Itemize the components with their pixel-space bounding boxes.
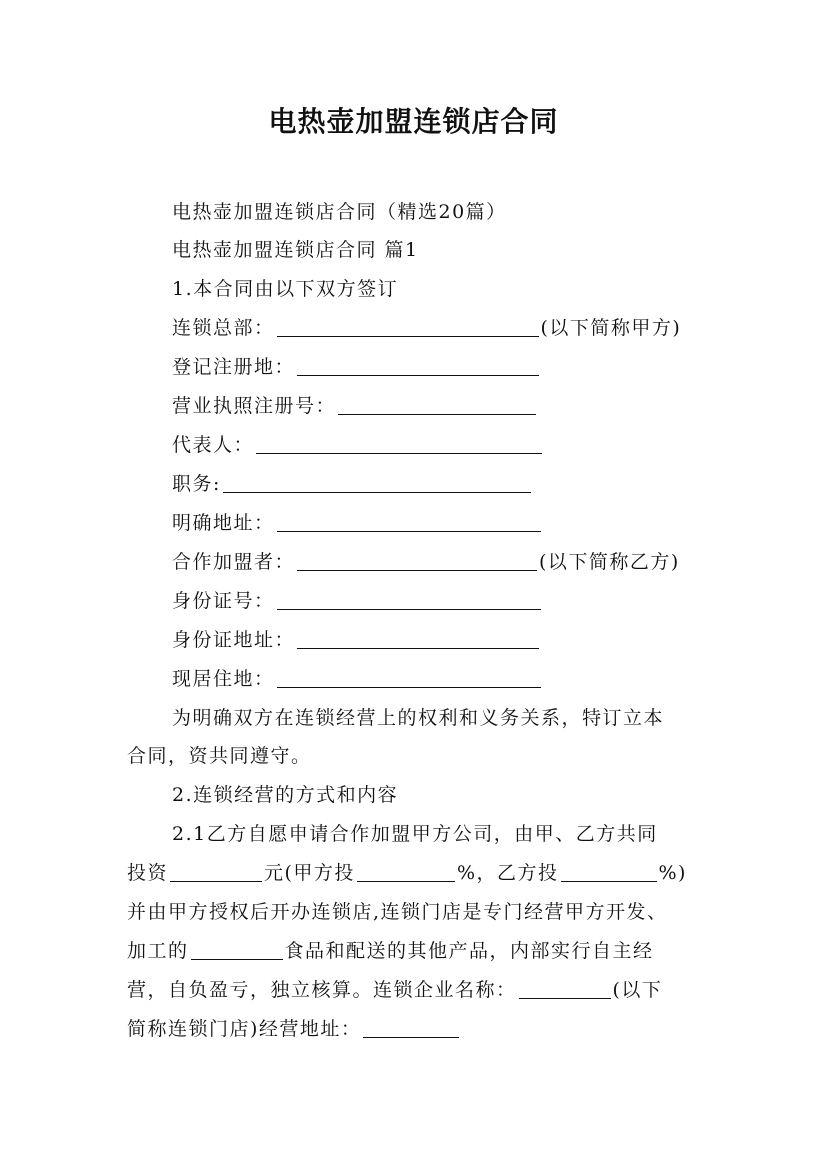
franchisee-suffix: (以下简称乙方) xyxy=(539,551,680,573)
party-a-investment-label: 元(甲方投 xyxy=(264,862,355,884)
hq-field-row xyxy=(172,315,681,341)
clause21-line-1: 2.1乙方自愿申请合作加盟甲方公司，由甲、乙方共同 xyxy=(172,823,658,845)
processing-text: 食品和配送的其他产品，内部实行自主经 xyxy=(284,940,654,962)
id-number-label: 身份证号： xyxy=(172,590,275,612)
clause21-line-3: 并由甲方授权后开办连锁店,连锁门店是专门经营甲方开发、 xyxy=(127,901,668,923)
document-title: 电热壶加盟连锁店合同 xyxy=(268,105,559,138)
hq-blank[interactable] xyxy=(277,316,539,337)
residence-field-row xyxy=(172,666,543,692)
id-number-field-row xyxy=(172,588,543,614)
investment-label: 投资 xyxy=(127,862,169,884)
business-address-label: 简称连锁门店)经营地址： xyxy=(127,1018,362,1040)
business-address-blank[interactable] xyxy=(363,1017,459,1038)
clause21-line-6 xyxy=(127,1016,461,1042)
purpose-line-2: 合同，资共同遵守。 xyxy=(127,745,312,767)
store-name-label: 营，自负盈亏，独立核算。连锁企业名称： xyxy=(127,979,517,1001)
residence-label: 现居住地： xyxy=(172,668,275,690)
clause21-line-2 xyxy=(127,860,687,886)
purpose-line-1: 为明确双方在连锁经营上的权利和义务关系，特订立本 xyxy=(172,707,665,729)
store-name-suffix: (以下 xyxy=(612,979,663,1001)
representative-label: 代表人： xyxy=(172,434,255,456)
investment-total-blank[interactable] xyxy=(170,861,262,882)
party-a-percent-blank[interactable] xyxy=(357,861,455,882)
license-blank[interactable] xyxy=(338,394,536,415)
party-b-percent-blank[interactable] xyxy=(561,861,657,882)
section2-heading: 2.连锁经营的方式和内容 xyxy=(172,784,399,806)
reg-place-field-row xyxy=(172,354,541,380)
representative-blank[interactable] xyxy=(256,433,542,454)
position-blank[interactable] xyxy=(223,472,531,493)
position-label: 职务: xyxy=(172,473,221,495)
residence-blank[interactable] xyxy=(277,667,541,688)
address-label: 明确地址： xyxy=(172,512,275,534)
hq-label: 连锁总部： xyxy=(172,317,275,339)
reg-place-blank[interactable] xyxy=(297,355,539,376)
franchisee-blank[interactable] xyxy=(297,550,537,571)
franchisee-label: 合作加盟者： xyxy=(172,551,296,573)
clause21-line-5 xyxy=(127,977,662,1003)
id-address-field-row xyxy=(172,627,541,653)
document-subtitle: 电热壶加盟连锁店合同（精选20篇） xyxy=(172,201,507,223)
id-address-label: 身份证地址： xyxy=(172,629,296,651)
party-b-investment-label: %，乙方投 xyxy=(456,862,559,884)
investment-close: %) xyxy=(658,862,687,884)
franchisee-field-row xyxy=(172,549,680,575)
clause21-line-4 xyxy=(127,938,654,964)
store-name-blank[interactable] xyxy=(519,978,611,999)
license-label: 营业执照注册号： xyxy=(172,395,337,417)
id-address-blank[interactable] xyxy=(297,628,539,649)
article-heading: 电热壶加盟连锁店合同 篇1 xyxy=(172,239,419,261)
hq-suffix: (以下简称甲方) xyxy=(540,317,682,339)
reg-place-label: 登记注册地： xyxy=(172,356,296,378)
address-blank[interactable] xyxy=(277,511,541,532)
section1-heading: 1.本合同由以下双方签订 xyxy=(172,278,399,300)
food-type-blank[interactable] xyxy=(191,939,283,960)
license-field-row xyxy=(172,393,538,419)
position-field-row xyxy=(172,471,533,497)
address-field-row xyxy=(172,510,543,536)
id-number-blank[interactable] xyxy=(277,589,541,610)
processing-label: 加工的 xyxy=(127,940,189,962)
representative-field-row xyxy=(172,432,544,458)
